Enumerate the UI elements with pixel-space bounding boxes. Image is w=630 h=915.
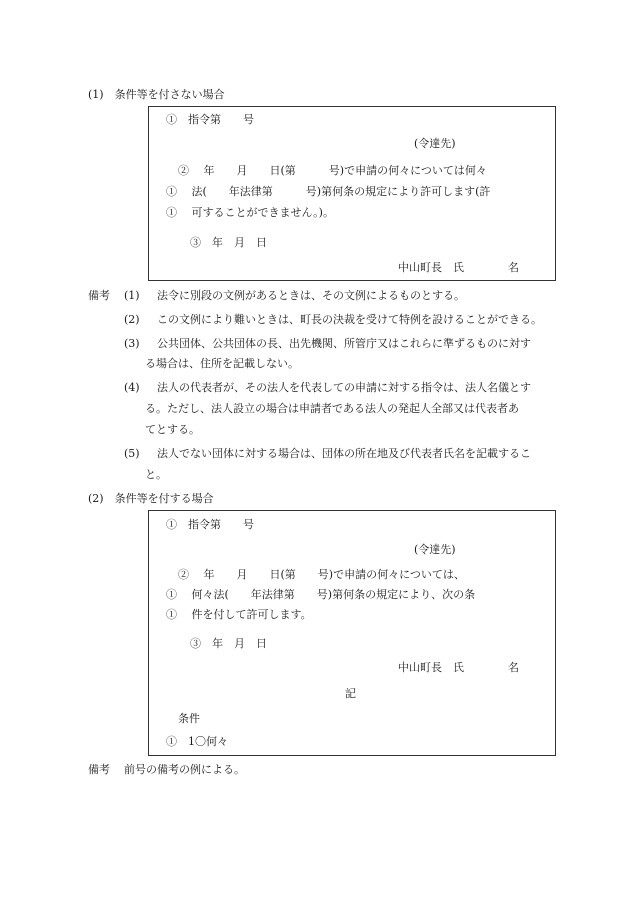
box2-conditions-label: 条件 [178,712,200,725]
box2-law-line: ① 何々法( 年法律第 号)第何条の規定により、次の条 [166,588,476,601]
box2-condition-item: ① 1〇何々 [166,735,228,748]
section-1-heading: (1) 条件等を付さない場合 [88,88,225,101]
box2-date: ③ 年 月 日 [190,637,267,650]
section-2-heading: (2) 条件等を付する場合 [88,492,214,505]
box2-application-line: ② 年 月 日(第 号)で申請の何々については、 [178,568,465,581]
box1-order-number: ① 指令第 号 [166,113,254,126]
notice-box-2 [148,510,556,756]
remarks-2-text: 前号の備考の例による。 [124,763,245,776]
remark-text-continued: る。ただし、法人設立の場合は申請者である法人の発起人全部又は代表者あ [145,402,519,415]
remark-text: 法人の代表者が、その法人を代表しての申請に対する指令は、法人名儀とす [157,381,531,394]
remark-text-continued: と。 [145,468,167,481]
box1-permit-line: ① 可することができません。)。 [166,206,334,219]
remarks-2-label: 備考 [88,763,110,776]
box1-date: ③ 年 月 日 [190,236,267,249]
remark-text: 法令に別段の文例があるときは、その文例によるものとする。 [157,289,465,302]
remark-number: (4) [124,381,140,394]
box1-law-line: ① 法( 年法律第 号)第何条の規定により許可します(許 [166,185,491,198]
remark-text: 公共団体、公共団体の長、出先機関、所管庁又はこれらに準ずるものに対す [157,337,531,350]
box1-recipient: (令達先) [414,137,456,150]
box2-permit-line: ① 件を付して許可します。 [166,608,312,621]
box2-signature: 中山町長 氏 名 [398,661,519,674]
remark-text: 法人でない団体に対する場合は、団体の所在地及び代表者氏名を記載するこ [157,447,531,460]
remark-number: (3) [124,337,140,350]
remark-text-continued: てとする。 [145,423,200,436]
remark-number: (1) [124,289,140,302]
box2-record-mark: 記 [345,687,356,700]
remarks-1-label: 備考 [88,289,110,302]
remark-text-continued: る場合は、住所を記載しない。 [145,357,299,370]
remark-number: (5) [124,447,140,460]
remark-number: (2) [124,313,140,326]
remark-text: この文例により難いときは、町長の決裁を受けて特例を設けることができる。 [157,313,542,326]
box1-application-line: ② 年 月 日(第 号)で申請の何々については何々 [178,164,487,177]
box2-order-number: ① 指令第 号 [166,518,254,531]
box2-recipient: (令達先) [414,543,456,556]
box1-signature: 中山町長 氏 名 [398,261,519,274]
